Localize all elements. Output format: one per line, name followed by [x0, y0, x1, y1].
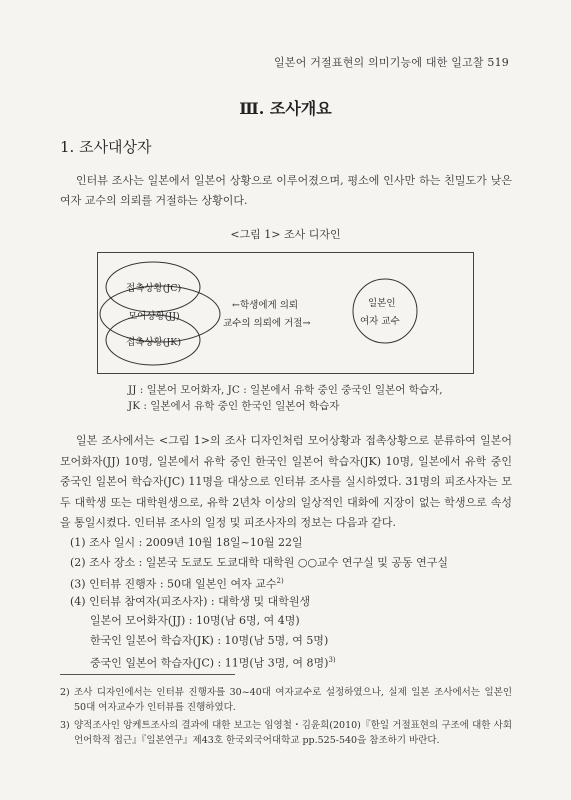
circle-professor — [353, 279, 417, 343]
footnote-text: 조사 디자인에서는 인터뷰 진행자를 30~40대 여자교수로 설정하였으나, 실제 일본 조사에서는 일본인 50대 여자교수가 인터뷰를 진행하였다. — [74, 687, 512, 713]
footnotes — [60, 685, 512, 751]
subsection-title: 1. 조사대상자 — [60, 138, 152, 156]
list-item-jk: 한국인 일본어 학습자(JK) : 10명(남 5명, 여 5명) — [90, 633, 329, 647]
label-contact-jc: 접촉상황(JC) — [126, 283, 182, 294]
footnote-ref-3: 3) — [328, 655, 336, 664]
label-contact-jk: 접촉상황(JK) — [126, 337, 182, 348]
list-item-interviewer — [70, 572, 510, 592]
list-item-date: (1) 조사 일시 : 2009년 10월 18일~10월 22일 — [70, 536, 303, 549]
list-item-place: (2) 조사 장소 : 일본국 도쿄도 도쿄대학 대학원 ○○교수 연구실 및 공동 연구실 — [70, 555, 448, 569]
footnote-3 — [60, 718, 512, 748]
footnote-ref-2: 2) — [276, 577, 284, 586]
footnote-number: 2) — [60, 687, 70, 698]
footnote-divider — [60, 674, 235, 675]
research-design-diagram — [97, 252, 474, 374]
figure-caption: <그림 1> 조사 디자인 — [230, 228, 341, 241]
label-refusal-to-professor: 교수의 의뢰에 거절→ — [223, 318, 311, 329]
label-professor-line1: 일본인 — [368, 298, 396, 309]
footnote-text: 양적조사인 앙케트조사의 결과에 대한 보고는 임영철・김윤희(2010)『한일 거절표현의 구조에 대한 사회언어학적 접근』『일본연구』제43호 한국외국어대학교 pp.525-540을 참조하기 바란다. — [74, 720, 512, 746]
diagram-legend-line2: JK : 일본에서 유학 중인 한국인 일본어 학습자 — [128, 400, 340, 412]
list-item-jj: 일본어 모어화자(JJ) : 10명(남 6명, 여 4명) — [90, 614, 300, 628]
section-title: Ⅲ. 조사개요 — [239, 99, 332, 118]
survey-info-list — [70, 533, 510, 670]
list-item-participants: (4) 인터뷰 참여자(피조사자) : 대학생 및 대학원생 — [70, 594, 311, 608]
label-native-jj: 모어상황(JJ) — [128, 311, 180, 322]
list-item-jc — [70, 651, 510, 671]
jc-text: 중국인 일본어 학습자(JC) : 11명(남 3명, 여 8명) — [90, 656, 329, 670]
footnote-number: 3) — [60, 720, 70, 731]
paragraph-intro: 인터뷰 조사는 일본에서 일본어 상황으로 이루어졌으며, 평소에 인사만 하는 친밀도가 낮은 여자 교수의 의뢰를 거절하는 상황이다. — [60, 174, 512, 207]
paragraph-method: 일본 조사에서는 <그림 1>의 조사 디자인처럼 모어상황과 접촉상황으로 분류하여 일본어 모어화자(JJ) 10명, 일본에서 유학 중인 한국인 일본어 학습자(JK) 10명, 일본에서 유학 중인 중국인 일본어 학습자(JC) 11명을 대상으로 인터뷰 조사를 실시하였다. 31명의 피조사자는 모두 대학생 또는 대학원생으로, 유학 2년차 이상의 일상적인 대화에 지장이 없는 학생으로 속성을 통일시켰다. 인터뷰 조사의 일정 및 피조사자의 정보는 다음과 같다. — [60, 434, 512, 529]
running-header: 일본어 거절표현의 의미기능에 대한 일고찰 519 — [274, 56, 509, 69]
interviewer-text: (3) 인터뷰 진행자 : 50대 일본인 여자 교수 — [70, 577, 277, 591]
footnote-2 — [60, 685, 512, 715]
diagram-legend-line1: JJ : 일본어 모어화자, JC : 일본에서 유학 중인 중국인 일본어 학습자, — [128, 384, 443, 396]
label-request-to-student: ←학생에게 의뢰 — [232, 300, 299, 311]
label-professor-line2: 여자 교수 — [360, 316, 400, 327]
